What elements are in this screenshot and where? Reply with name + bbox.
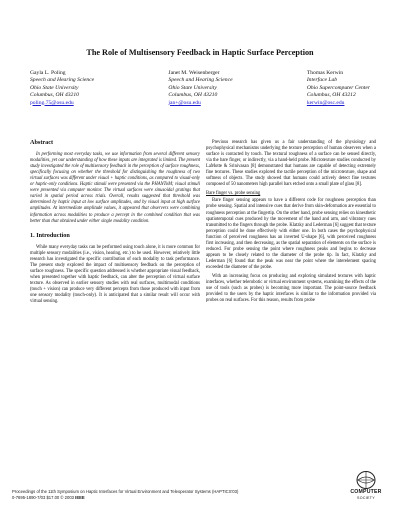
author-dept: Interface Lab [306,77,338,84]
author-city: Columbus, OH 43210 [168,92,218,99]
computer-society-emblem-icon [355,470,377,490]
author-3 [307,70,370,107]
author-name: Gayla L. Poling [30,70,66,76]
author-email-link[interactable]: poling.75@osu.edu [30,99,74,106]
left-column [30,140,200,308]
footer-ieee: IEEE [75,495,85,500]
intro-heading: 1. Introduction [30,231,70,239]
footer-proceedings: Proceedings of the 11th Symposium on Haptic Interfaces for Virtual Environment and Teleoperator Systems (HAPTICS'03) [12,489,239,494]
author-org: Ohio Supercomputer Center [306,84,370,91]
footer-copyright [12,495,238,501]
logo-line-2: SOCIETY [357,495,375,500]
author-city: Columbus, OH 43210 [30,92,79,99]
page-footer [12,489,238,501]
author-block [30,70,370,107]
author-dept: Speech and Hearing Science [30,77,95,84]
logo-line-1: COMPUTER [350,489,382,495]
author-org: Ohio State University [30,84,79,91]
right-column [206,140,376,307]
abstract-text: In performing most everyday tasks, we use information from several different sensory modalities, yet our understanding of how these inputs are integrated is limited. The present study investigated the role of multisensory feedback in the perception of surface roughness, specifically focusing on whether the threshold for distinguishing the roughness of two virtual surfaces was different under visual + haptic conditions, as compared to visual-only or haptic-only conditions. Haptic stimuli were presented via the PHANToM; visual stimuli were presented via computer monitor. The virtual surfaces were sinusoidal gratings that varied in spatial period across trials. Overall, results suggested that threshold was determined by haptic input at low surface amplitudes, and by visual input at high surface amplitudes. At intermediate amplitude values, it appeared that observers were combining information across modalities to produce a percept in the combined condition that was better than that obtained under either single modality condition. [30,152,200,224]
footer-isbn: 0-7695-1890-7/03 $17.00 © 2003 [12,495,76,500]
author-city: Columbus, OH 43212 [306,92,356,99]
computer-society-logo [346,470,386,508]
author-name: Thomas Kerwin [306,70,344,76]
author-2 [168,70,232,107]
author-email-link[interactable]: kerwin@osc.edu [306,99,345,106]
author-name: Janet M. Weisenberger [168,70,220,76]
author-org: Ohio State University [168,84,217,91]
author-dept: Speech and Hearing Science [168,77,233,84]
body-paragraph: Previous research has given us a fair understanding of the physiology and psychophysical mechanisms underlying the texture perception of human observers when a surface is contacted by touch. The textural roughness of a surface can be sensed directly, via the bare finger, or indirectly, via a hand-held probe. Microtexture studies conducted by LaMotte & Srinivasan [8] demonstrated that humans are capable of detecting extremely fine textures. These studies explored the tactile perception of the microtexture, shape and softness of objects. The study showed that humans could actively detect fine textures composed of 50 nanometers high parallel bars etched onto a small plate of glass [8]. [206,140,376,188]
abstract-heading: Abstract [30,139,54,146]
subsection-heading: Bare finger vs. probe sensing [206,191,261,197]
intro-paragraph: While many everyday tasks can be performed using touch alone, it is more common for multiple sensory modalities (i.e., vision, hearing, etc.) to be used. However, relatively little research has investigated the specific contribution of each modality to task performance. The present study explored the impact of multisensory feedback on the perception of surface roughness. The specific question addressed is whether appropriate visual feedback, when presented together with haptic feedback, can alter the perception of virtual surface texture. As observed in earlier sensory studies with real surfaces, multimodal conditions (touch + vision) can produce very different percepts from those produced with input from one sensory modality (touch-only). It is anticipated that a similar result will occur with virtual sensing. [30,244,200,305]
body-paragraph: Bare finger sensing appears to have a different code for roughness perception than probe sensing. Spatial and intensive cues that derive from skin-deformation are essential to roughness perception at the fingertip. On the other hand, probe sensing relies on kinesthetic spatiotemporal cues produced by the movement of the hand and arm, and vibratory cues transmitted to the fingers through the probe. Klatzky and Lederman [6] suggest that texture perception could be done effectively with either one. In both cases the psychophysical function of perceived roughness has an inverted U-shape [6], with perceived roughness first increasing, and then decreasing, as the spatial separation of elements on the surface is reduced. For probe sensing the point where roughness peaks and begins to decrease appears to be closely related to the diameter of the probe tip. In fact, Klatzky and Lederman [6] found that the peak was near the point where the interelement spacing exceeded the diameter of the probe. [206,198,376,270]
author-1 [30,70,94,107]
body-paragraph: With an increasing focus on producing and exploring simulated textures with haptic interfaces, whether telerobotic or virtual environment systems, examining the effects of the use of tools (such as probes) is becoming more important. The point-source feedback provided to the users by the haptic interfaces is similar to the information provided via probes on real surfaces. For this reason, results from probe [206,273,376,304]
paper-title: The Role of Multisensory Feedback in Haptic Surface Perception [86,48,314,57]
author-email-link[interactable]: jan+@osu.edu [168,99,201,106]
